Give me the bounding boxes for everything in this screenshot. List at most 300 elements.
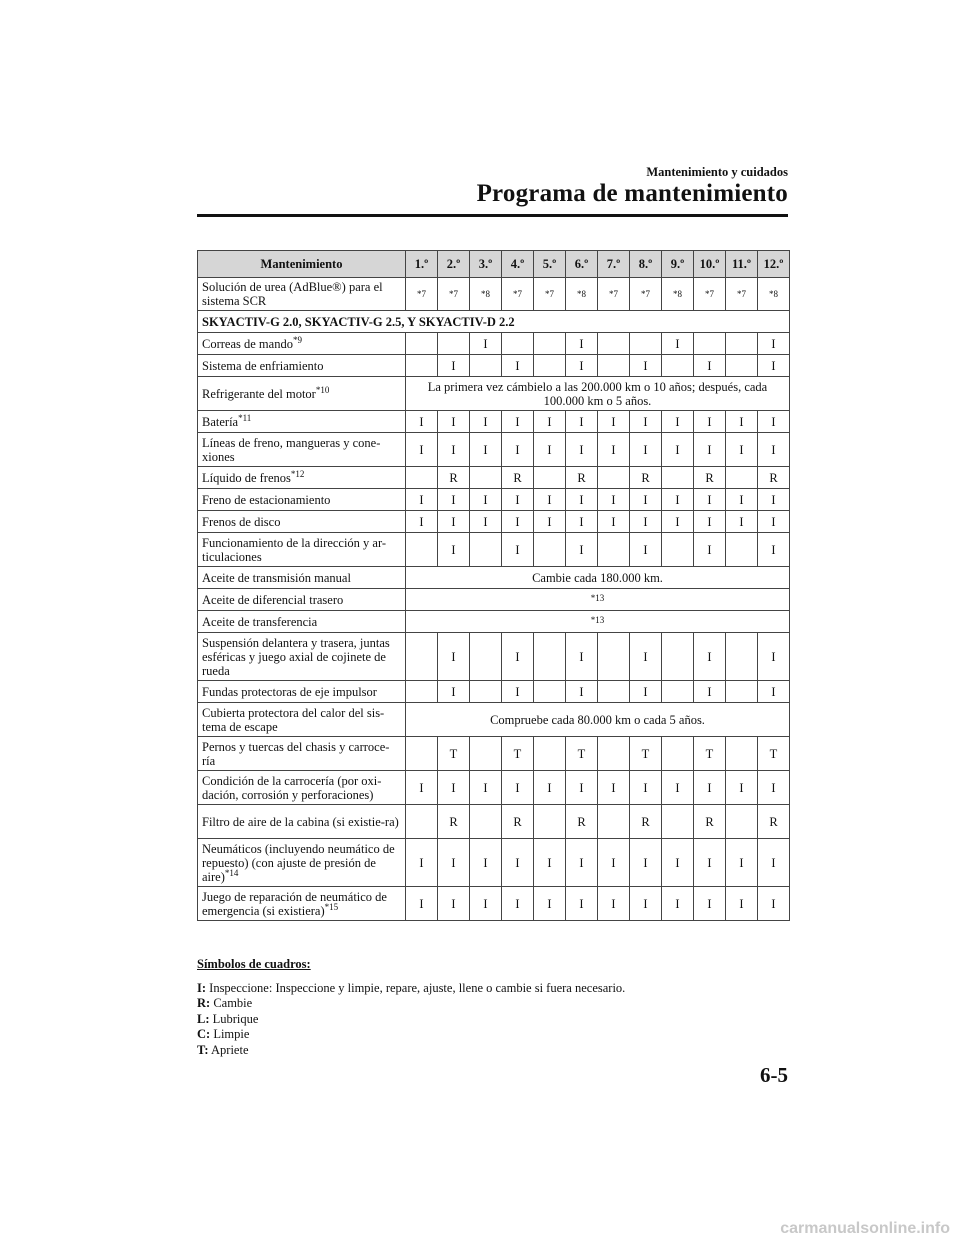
schedule-cell: I xyxy=(534,839,566,887)
schedule-cell xyxy=(662,355,694,377)
schedule-cell xyxy=(534,681,566,703)
table-row xyxy=(198,533,790,567)
row-label-text: Freno de estacionamiento xyxy=(202,492,331,507)
schedule-cell: T xyxy=(502,737,534,771)
schedule-cell: I xyxy=(758,887,790,921)
schedule-cell: I xyxy=(406,411,438,433)
row-label-text: Batería xyxy=(202,414,239,429)
schedule-cell xyxy=(598,467,630,489)
column-header-interval: 2.º xyxy=(438,251,470,278)
schedule-cell: I xyxy=(406,433,438,467)
column-header-interval: 6.º xyxy=(566,251,598,278)
row-label xyxy=(198,377,406,411)
schedule-cell: T xyxy=(758,737,790,771)
schedule-cell: I xyxy=(438,411,470,433)
legend-key: T: xyxy=(197,1042,209,1057)
schedule-cell xyxy=(534,633,566,681)
span-cell: La primera vez cámbielo a las 200.000 km o 10 años; después, cada 100.000 km o 5 años. xyxy=(406,377,790,411)
schedule-cell: I xyxy=(630,533,662,567)
row-label-text: Líquido de frenos xyxy=(202,470,291,485)
column-header-interval: 9.º xyxy=(662,251,694,278)
schedule-cell: I xyxy=(438,433,470,467)
schedule-cell: I xyxy=(758,489,790,511)
row-label-text: Fundas protectoras de eje impulsor xyxy=(202,684,377,699)
schedule-cell xyxy=(726,533,758,567)
schedule-cell: T xyxy=(630,737,662,771)
table-row xyxy=(198,333,790,355)
schedule-cell: I xyxy=(406,511,438,533)
schedule-cell xyxy=(406,805,438,839)
schedule-cell xyxy=(694,333,726,355)
column-header-interval: 7.º xyxy=(598,251,630,278)
header-rule xyxy=(197,214,788,217)
row-label xyxy=(198,333,406,355)
schedule-cell: I xyxy=(502,511,534,533)
table-row xyxy=(198,489,790,511)
schedule-cell: I xyxy=(630,433,662,467)
schedule-cell: *7 xyxy=(694,278,726,311)
row-label xyxy=(198,681,406,703)
section-header: Mantenimiento y cuidados xyxy=(646,165,788,179)
schedule-cell: I xyxy=(694,511,726,533)
schedule-cell: I xyxy=(726,411,758,433)
table-row xyxy=(198,589,790,611)
table-row xyxy=(198,278,790,311)
schedule-cell: I xyxy=(758,355,790,377)
schedule-cell xyxy=(534,333,566,355)
schedule-cell: I xyxy=(694,533,726,567)
schedule-cell xyxy=(662,681,694,703)
schedule-cell xyxy=(406,533,438,567)
schedule-cell xyxy=(598,533,630,567)
schedule-cell: I xyxy=(438,511,470,533)
schedule-cell: R xyxy=(630,467,662,489)
schedule-cell: R xyxy=(630,805,662,839)
schedule-cell: I xyxy=(534,511,566,533)
row-label xyxy=(198,278,406,311)
row-label xyxy=(198,703,406,737)
schedule-cell: I xyxy=(694,355,726,377)
column-header-interval: 3.º xyxy=(470,251,502,278)
schedule-cell: I xyxy=(598,887,630,921)
section-label: SKYACTIV-G 2.0, SKYACTIV-G 2.5, Y SKYACTIV-D 2.2 xyxy=(198,311,790,333)
column-header-maintenance: Mantenimiento xyxy=(198,251,406,278)
schedule-cell: I xyxy=(438,489,470,511)
schedule-cell xyxy=(726,805,758,839)
column-header-interval: 11.º xyxy=(726,251,758,278)
row-label xyxy=(198,633,406,681)
schedule-cell: T xyxy=(438,737,470,771)
legend-item xyxy=(197,981,625,997)
schedule-cell: I xyxy=(630,511,662,533)
row-label-text: Refrigerante del motor xyxy=(202,386,316,401)
schedule-cell xyxy=(598,355,630,377)
schedule-cell xyxy=(406,355,438,377)
table-row xyxy=(198,633,790,681)
schedule-cell: R xyxy=(502,805,534,839)
schedule-cell: I xyxy=(758,433,790,467)
schedule-cell: T xyxy=(566,737,598,771)
row-label-text: Filtro de aire de la cabina (si existie-ra) xyxy=(202,814,399,829)
schedule-cell: I xyxy=(694,887,726,921)
watermark: carmanualsonline.info xyxy=(780,1220,950,1237)
schedule-cell: I xyxy=(470,511,502,533)
schedule-cell: T xyxy=(694,737,726,771)
schedule-cell: I xyxy=(630,633,662,681)
row-label xyxy=(198,805,406,839)
schedule-cell: I xyxy=(726,887,758,921)
schedule-cell xyxy=(502,333,534,355)
schedule-cell: I xyxy=(662,411,694,433)
schedule-cell xyxy=(726,355,758,377)
schedule-cell: I xyxy=(694,489,726,511)
table-row xyxy=(198,377,790,411)
schedule-cell: I xyxy=(406,771,438,805)
legend-text: Lubrique xyxy=(212,1011,259,1026)
schedule-cell: I xyxy=(438,533,470,567)
span-cell: *13 xyxy=(406,611,790,633)
row-label-text: Funcionamiento de la dirección y ar-ticulaciones xyxy=(202,535,387,564)
schedule-cell: I xyxy=(534,489,566,511)
schedule-cell: I xyxy=(630,839,662,887)
schedule-cell xyxy=(438,333,470,355)
schedule-cell: I xyxy=(406,839,438,887)
schedule-cell: I xyxy=(438,887,470,921)
schedule-cell: I xyxy=(502,681,534,703)
schedule-cell: *8 xyxy=(470,278,502,311)
schedule-cell: I xyxy=(598,489,630,511)
row-label xyxy=(198,433,406,467)
schedule-cell: I xyxy=(534,887,566,921)
schedule-cell: I xyxy=(502,633,534,681)
schedule-cell: I xyxy=(598,411,630,433)
footnote-ref: *14 xyxy=(224,867,239,878)
schedule-cell: I xyxy=(598,511,630,533)
schedule-cell xyxy=(726,333,758,355)
legend-item xyxy=(197,996,625,1012)
schedule-cell: I xyxy=(758,333,790,355)
schedule-cell: I xyxy=(438,681,470,703)
row-label-text: Aceite de transmisión manual xyxy=(202,570,351,585)
schedule-cell: I xyxy=(758,681,790,703)
row-label xyxy=(198,355,406,377)
footnote-ref: *15 xyxy=(324,901,339,912)
schedule-cell: *7 xyxy=(726,278,758,311)
schedule-cell: I xyxy=(502,533,534,567)
schedule-cell xyxy=(598,633,630,681)
schedule-cell: I xyxy=(758,411,790,433)
page-title: Programa de mantenimiento xyxy=(476,180,788,207)
schedule-cell xyxy=(662,633,694,681)
row-label-text: Solución de urea (AdBlue®) para el sistema SCR xyxy=(202,280,383,308)
schedule-cell xyxy=(406,333,438,355)
schedule-cell: *7 xyxy=(534,278,566,311)
row-label xyxy=(198,489,406,511)
table-row xyxy=(198,887,790,921)
schedule-cell: I xyxy=(662,489,694,511)
schedule-cell: I xyxy=(406,489,438,511)
schedule-cell: I xyxy=(470,839,502,887)
row-label xyxy=(198,737,406,771)
schedule-cell: I xyxy=(630,681,662,703)
schedule-cell: R xyxy=(566,467,598,489)
schedule-cell xyxy=(726,737,758,771)
schedule-cell: I xyxy=(406,887,438,921)
column-header-interval: 8.º xyxy=(630,251,662,278)
schedule-cell: I xyxy=(726,433,758,467)
schedule-cell: I xyxy=(662,771,694,805)
schedule-cell: I xyxy=(438,771,470,805)
row-label xyxy=(198,611,406,633)
row-label xyxy=(198,467,406,489)
schedule-cell: I xyxy=(502,887,534,921)
schedule-cell xyxy=(662,467,694,489)
row-label-text: Juego de reparación de neumático de emergencia (si existiera) xyxy=(202,889,387,918)
schedule-cell: I xyxy=(502,433,534,467)
legend-key: L: xyxy=(197,1011,210,1026)
schedule-cell: I xyxy=(566,489,598,511)
schedule-cell: I xyxy=(534,411,566,433)
table-row xyxy=(198,433,790,467)
schedule-cell: *7 xyxy=(406,278,438,311)
table-row xyxy=(198,511,790,533)
row-label xyxy=(198,887,406,921)
legend-heading: Símbolos de cuadros: xyxy=(197,957,311,971)
schedule-cell: I xyxy=(502,355,534,377)
schedule-cell: I xyxy=(630,771,662,805)
row-label xyxy=(198,567,406,589)
schedule-cell: I xyxy=(662,887,694,921)
schedule-cell xyxy=(406,681,438,703)
schedule-cell: I xyxy=(470,333,502,355)
schedule-cell xyxy=(470,633,502,681)
schedule-cell xyxy=(598,681,630,703)
schedule-cell xyxy=(598,737,630,771)
schedule-cell: I xyxy=(726,511,758,533)
span-cell: Compruebe cada 80.000 km o cada 5 años. xyxy=(406,703,790,737)
schedule-cell: I xyxy=(502,489,534,511)
table-row xyxy=(198,771,790,805)
schedule-cell: I xyxy=(566,533,598,567)
schedule-cell xyxy=(406,467,438,489)
schedule-cell: I xyxy=(694,771,726,805)
legend-text: Cambie xyxy=(213,996,253,1010)
row-label-text: Aceite de diferencial trasero xyxy=(202,592,344,607)
footnote-ref: *11 xyxy=(238,412,252,423)
schedule-cell: I xyxy=(630,887,662,921)
schedule-cell xyxy=(470,805,502,839)
schedule-cell: I xyxy=(694,433,726,467)
schedule-cell xyxy=(534,805,566,839)
schedule-cell xyxy=(534,355,566,377)
schedule-cell: R xyxy=(694,805,726,839)
footnote-ref: *12 xyxy=(290,468,305,479)
schedule-cell: I xyxy=(726,839,758,887)
schedule-cell xyxy=(406,737,438,771)
schedule-cell: I xyxy=(598,433,630,467)
schedule-cell: I xyxy=(726,489,758,511)
schedule-cell: R xyxy=(758,467,790,489)
schedule-cell xyxy=(470,355,502,377)
schedule-cell: I xyxy=(534,771,566,805)
row-label xyxy=(198,511,406,533)
table-row xyxy=(198,567,790,589)
legend-item xyxy=(197,1027,625,1043)
schedule-cell: *7 xyxy=(598,278,630,311)
schedule-cell: I xyxy=(502,839,534,887)
table-row xyxy=(198,805,790,839)
schedule-cell: I xyxy=(566,633,598,681)
row-label-text: Aceite de transferencia xyxy=(202,614,318,629)
schedule-cell: I xyxy=(566,355,598,377)
schedule-cell: I xyxy=(758,533,790,567)
row-label xyxy=(198,533,406,567)
table-header-row xyxy=(198,251,790,278)
row-label xyxy=(198,771,406,805)
schedule-cell xyxy=(406,633,438,681)
schedule-cell: I xyxy=(438,355,470,377)
row-label xyxy=(198,839,406,887)
schedule-cell xyxy=(726,681,758,703)
schedule-cell: I xyxy=(694,411,726,433)
schedule-cell xyxy=(470,681,502,703)
schedule-cell: R xyxy=(438,467,470,489)
schedule-cell: I xyxy=(470,771,502,805)
table-row xyxy=(198,611,790,633)
schedule-cell: I xyxy=(630,489,662,511)
row-label-text: Frenos de disco xyxy=(202,514,281,529)
schedule-cell: I xyxy=(534,433,566,467)
schedule-cell: I xyxy=(758,839,790,887)
schedule-cell: I xyxy=(438,633,470,681)
schedule-cell: I xyxy=(566,887,598,921)
legend-text: Apriete xyxy=(211,1042,249,1057)
schedule-cell: I xyxy=(470,411,502,433)
schedule-cell: I xyxy=(630,355,662,377)
column-header-interval: 1.º xyxy=(406,251,438,278)
schedule-cell xyxy=(534,467,566,489)
column-header-interval: 5.º xyxy=(534,251,566,278)
schedule-cell: I xyxy=(566,771,598,805)
schedule-cell: I xyxy=(502,411,534,433)
schedule-cell: I xyxy=(470,489,502,511)
schedule-cell: *8 xyxy=(566,278,598,311)
schedule-cell: I xyxy=(566,839,598,887)
schedule-cell: I xyxy=(694,681,726,703)
footnote-ref: *9 xyxy=(292,334,302,345)
legend-key: C: xyxy=(197,1027,211,1041)
row-label-text: Cubierta protectora del calor del sis-tema de escape xyxy=(202,705,385,734)
schedule-cell: I xyxy=(662,333,694,355)
column-header-interval: 10.º xyxy=(694,251,726,278)
row-label-text: Condición de la carrocería (por oxi-dación, corrosión y perforaciones) xyxy=(202,773,382,802)
schedule-cell: I xyxy=(662,511,694,533)
table-row xyxy=(198,355,790,377)
schedule-cell xyxy=(630,333,662,355)
schedule-cell: *7 xyxy=(438,278,470,311)
page-number: 6-5 xyxy=(760,1063,788,1087)
schedule-cell: R xyxy=(502,467,534,489)
schedule-cell: I xyxy=(566,411,598,433)
legend-items xyxy=(197,981,625,1059)
schedule-cell: I xyxy=(662,433,694,467)
schedule-cell: I xyxy=(566,681,598,703)
schedule-cell: *8 xyxy=(662,278,694,311)
schedule-cell: *7 xyxy=(502,278,534,311)
schedule-cell: I xyxy=(726,771,758,805)
schedule-cell xyxy=(534,737,566,771)
legend-text: Limpie xyxy=(213,1027,250,1041)
schedule-cell: *7 xyxy=(630,278,662,311)
section-row xyxy=(198,311,790,333)
legend-key: I: xyxy=(197,980,207,995)
schedule-cell xyxy=(598,333,630,355)
schedule-cell xyxy=(470,533,502,567)
schedule-cell xyxy=(598,805,630,839)
schedule-cell: I xyxy=(758,511,790,533)
schedule-cell: I xyxy=(470,887,502,921)
table-row xyxy=(198,681,790,703)
table-row xyxy=(198,411,790,433)
table-body xyxy=(198,278,790,921)
schedule-cell: I xyxy=(758,771,790,805)
row-label-text: Suspensión delantera y trasera, juntas esféricas y juego axial de cojinete de rueda xyxy=(202,635,390,678)
row-label-text: Sistema de enfriamiento xyxy=(202,358,324,373)
row-label-text: Líneas de freno, mangueras y cone-xiones xyxy=(202,435,381,464)
schedule-cell: R xyxy=(438,805,470,839)
column-header-interval: 4.º xyxy=(502,251,534,278)
row-label-text: Pernos y tuercas del chasis y carroce-ría xyxy=(202,739,390,768)
schedule-cell xyxy=(662,737,694,771)
schedule-cell: I xyxy=(566,333,598,355)
legend xyxy=(197,957,625,1058)
row-label-text: Correas de mando xyxy=(202,336,293,351)
schedule-cell: I xyxy=(694,839,726,887)
span-cell: *13 xyxy=(406,589,790,611)
schedule-cell: I xyxy=(470,433,502,467)
schedule-cell: I xyxy=(662,839,694,887)
table-row xyxy=(198,703,790,737)
table-row xyxy=(198,467,790,489)
row-label-text: Neumáticos (incluyendo neumático de repuesto) (con ajuste de presión de aire) xyxy=(202,841,395,884)
row-label xyxy=(198,411,406,433)
schedule-cell xyxy=(470,467,502,489)
schedule-cell xyxy=(662,805,694,839)
schedule-cell: I xyxy=(438,839,470,887)
schedule-cell: I xyxy=(694,633,726,681)
schedule-cell: R xyxy=(694,467,726,489)
schedule-cell: I xyxy=(630,411,662,433)
legend-item xyxy=(197,1012,625,1028)
schedule-cell xyxy=(726,633,758,681)
footnote-ref: *10 xyxy=(315,384,330,395)
legend-text: Inspeccione: Inspeccione y limpie, repare, ajuste, llene o cambie si fuera necesario. xyxy=(209,980,626,995)
schedule-cell xyxy=(534,533,566,567)
schedule-cell: I xyxy=(502,771,534,805)
schedule-cell: I xyxy=(598,771,630,805)
legend-item xyxy=(197,1043,625,1059)
schedule-cell: R xyxy=(566,805,598,839)
schedule-cell xyxy=(470,737,502,771)
legend-key: R: xyxy=(197,996,211,1010)
column-header-interval: 12.º xyxy=(758,251,790,278)
table-row xyxy=(198,737,790,771)
span-cell: Cambie cada 180.000 km. xyxy=(406,567,790,589)
maintenance-table xyxy=(197,250,790,921)
schedule-cell: I xyxy=(758,633,790,681)
schedule-cell: *8 xyxy=(758,278,790,311)
table-row xyxy=(198,839,790,887)
